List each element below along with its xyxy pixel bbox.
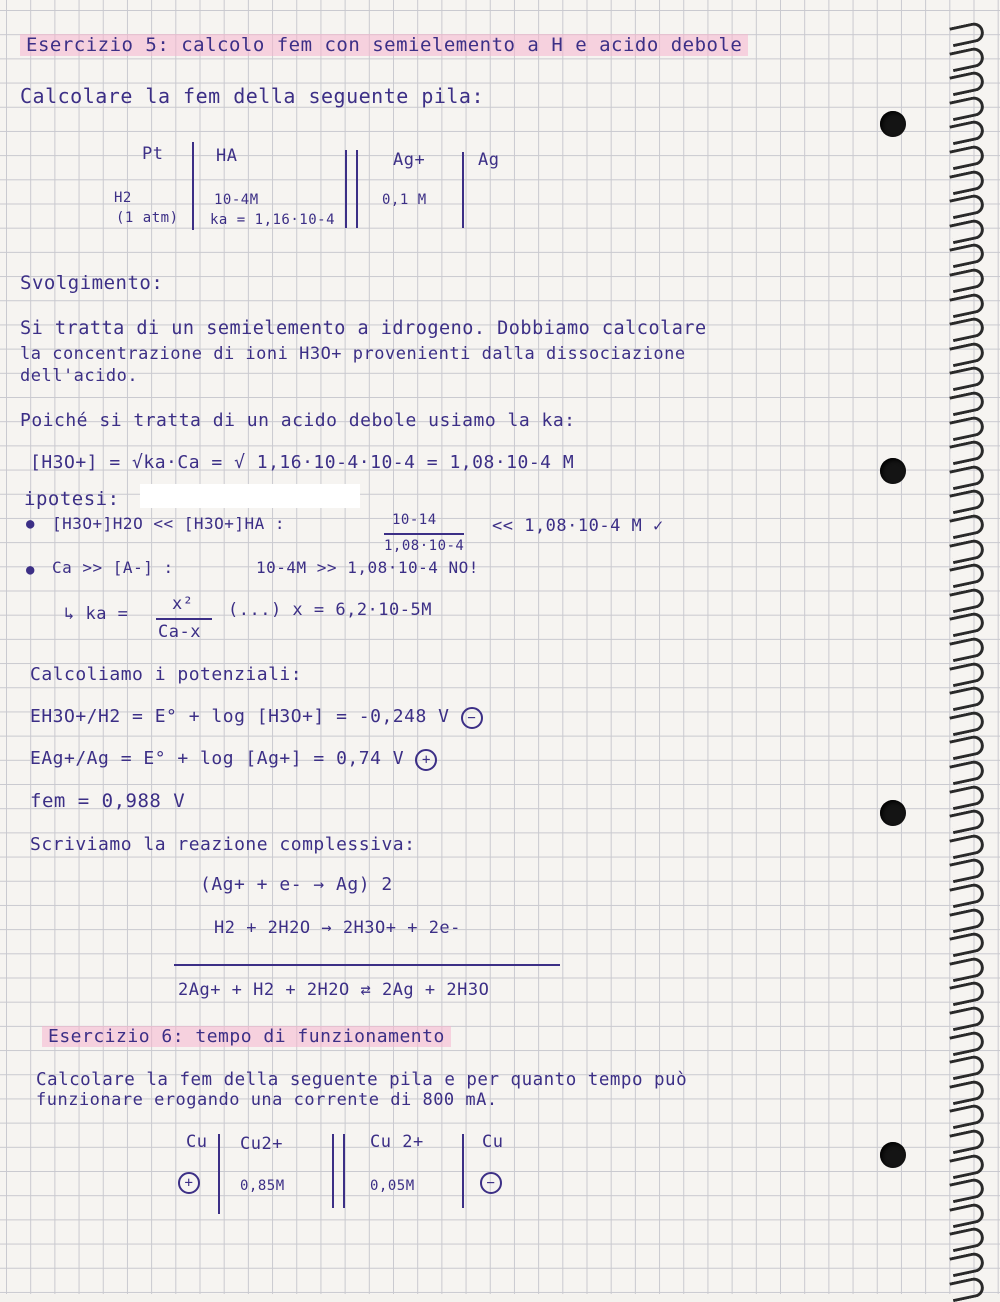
exercise-5-prompt: Calcolare la fem della seguente pila: <box>20 84 485 108</box>
hypothesis-1-numerator: 10-14 <box>392 512 437 528</box>
spiral-binding <box>950 0 994 1294</box>
hypothesis-1-result: << 1,08·10-4 M ✓ <box>492 516 664 536</box>
spiral-ring <box>949 513 985 539</box>
spiral-ring <box>949 587 985 613</box>
fraction-bar <box>156 618 212 620</box>
spiral-ring <box>949 956 985 982</box>
spiral-ring <box>949 759 985 785</box>
spiral-ring <box>949 710 985 736</box>
cell-left-pressure: (1 atm) <box>116 210 179 226</box>
half-reaction-1: (Ag+ + e- → Ag) 2 <box>200 874 393 895</box>
hypothesis-2-denominator: Ca-x <box>158 622 201 642</box>
spiral-ring <box>949 168 985 194</box>
spiral-ring <box>949 537 985 563</box>
spiral-ring <box>949 365 985 391</box>
spiral-ring <box>949 857 985 883</box>
cell-separator <box>192 142 194 230</box>
cell-left-sign <box>178 1172 200 1194</box>
potential-1-text: EH3O+/H2 = E° + log [H3O+] = -0,248 V <box>30 706 450 727</box>
svolgimento-label: Svolgimento: <box>20 272 164 294</box>
spiral-ring <box>949 1152 985 1178</box>
fraction-bar <box>384 533 464 535</box>
cell-separator <box>462 1134 464 1208</box>
cell-right-conc: 0,05M <box>370 1178 415 1194</box>
spiral-ring <box>949 808 985 834</box>
spiral-ring <box>949 439 985 465</box>
potential-2 <box>30 748 437 771</box>
spiral-ring <box>949 341 985 367</box>
spiral-ring <box>949 882 985 908</box>
potential-2-text: EAg+/Ag = E° + log [Ag+] = 0,74 V <box>30 748 405 769</box>
spiral-ring <box>949 1128 985 1154</box>
potential-1 <box>30 706 483 729</box>
spiral-ring <box>949 1054 985 1080</box>
cell-left-species: HA <box>216 146 238 166</box>
equation: [H3O+] = √ka·Ca = √ 1,16·10-4·10-4 = 1,08·10-4 M <box>30 452 575 473</box>
spiral-ring <box>949 414 985 440</box>
spiral-ring <box>949 267 985 293</box>
fem-value: fem = 0,988 V <box>30 790 186 812</box>
spiral-ring <box>949 1005 985 1031</box>
cell-left-electrode: Cu <box>186 1132 208 1152</box>
cell-right-species: Ag+ <box>393 150 426 170</box>
spiral-ring <box>949 660 985 686</box>
spiral-ring <box>949 144 985 170</box>
reaction-label: Scriviamo la reazione complessiva: <box>30 834 416 855</box>
whiteout <box>140 484 360 508</box>
sum-line <box>174 964 560 966</box>
exercise-6-title: Esercizio 6: tempo di funzionamento <box>42 1026 451 1047</box>
exercise-5-title: Esercizio 5: calcolo fem con semielemento a H e acido debole <box>20 34 748 56</box>
text-line: funzionare erogando una corrente di 800 mA. <box>36 1090 498 1110</box>
spiral-ring <box>949 734 985 760</box>
cell-separator <box>218 1134 220 1214</box>
salt-bridge <box>356 150 358 228</box>
spiral-ring <box>949 931 985 957</box>
text-line: dell'acido. <box>20 366 139 386</box>
salt-bridge <box>343 1134 345 1208</box>
spiral-ring <box>949 833 985 859</box>
minus-sign-icon: − <box>461 707 483 729</box>
cell-left-species: Cu2+ <box>240 1134 283 1154</box>
spiral-ring <box>949 21 985 47</box>
spiral-ring <box>949 783 985 809</box>
spiral-ring <box>949 488 985 514</box>
overall-reaction: 2Ag+ + H2 + 2H2O ⇄ 2Ag + 2H3O <box>178 980 490 1000</box>
spiral-ring <box>949 980 985 1006</box>
hypothesis-2-numerator: x² <box>172 594 194 614</box>
hypothesis-2: Ca >> [A-] : <box>52 558 174 577</box>
bullet-icon: ● <box>26 562 35 578</box>
spiral-ring <box>949 218 985 244</box>
spiral-ring <box>949 1177 985 1203</box>
punch-hole <box>880 800 906 826</box>
text-line: Calcolare la fem della seguente pila e per quanto tempo può <box>36 1070 688 1090</box>
minus-sign-icon: − <box>480 1172 502 1194</box>
spiral-ring <box>949 1079 985 1105</box>
spiral-ring <box>949 1029 985 1055</box>
spiral-ring <box>949 45 985 71</box>
cell-separator <box>462 152 464 228</box>
cell-right-sign <box>480 1172 502 1194</box>
cell-right-electrode: Cu <box>482 1132 504 1152</box>
hypothesis-1-denominator: 1,08·10-4 <box>384 538 465 554</box>
plus-sign-icon: + <box>178 1172 200 1194</box>
cell-left-conc: 0,85M <box>240 1178 285 1194</box>
hypothesis-2-ka: ↳ ka = <box>64 604 129 624</box>
spiral-ring <box>949 242 985 268</box>
punch-hole <box>880 458 906 484</box>
spiral-ring <box>949 636 985 662</box>
punch-hole <box>880 1142 906 1168</box>
spiral-ring <box>949 685 985 711</box>
spiral-ring <box>949 1103 985 1129</box>
half-reaction-2: H2 + 2H2O → 2H3O+ + 2e- <box>214 918 461 938</box>
salt-bridge <box>345 150 347 228</box>
cell-right-conc: 0,1 M <box>382 192 427 208</box>
bullet-icon: ● <box>26 516 35 532</box>
spiral-ring <box>949 316 985 342</box>
spiral-ring <box>949 1251 985 1277</box>
spiral-ring <box>949 70 985 96</box>
plus-sign-icon: + <box>415 749 437 771</box>
cell-left-conc: 10-4M <box>214 192 259 208</box>
spiral-ring <box>949 1275 985 1301</box>
cell-right-electrode: Ag <box>478 150 500 170</box>
spiral-ring <box>949 562 985 588</box>
text-line: Poiché si tratta di un acido debole usiamo la ka: <box>20 410 576 431</box>
hypothesis-2-solution: (...) x = 6,2·10-5M <box>228 600 432 620</box>
spiral-ring <box>949 291 985 317</box>
text-line: Si tratta di un semielemento a idrogeno. Dobbiamo calcolare <box>20 318 707 339</box>
spiral-ring <box>949 390 985 416</box>
hypothesis-1: [H3O+]H2O << [H3O+]HA : <box>52 514 286 533</box>
cell-left-gas: H2 <box>114 190 132 206</box>
cell-right-species: Cu 2+ <box>370 1132 424 1152</box>
punch-hole <box>880 111 906 137</box>
ipotesi-label: ipotesi: <box>24 488 120 510</box>
spiral-ring <box>949 95 985 121</box>
spiral-ring <box>949 1202 985 1228</box>
hypothesis-2-result: 10-4M >> 1,08·10-4 NO! <box>256 558 479 577</box>
spiral-ring <box>949 1226 985 1252</box>
text-line: la concentrazione di ioni H3O+ provenienti dalla dissociazione <box>20 344 686 364</box>
salt-bridge <box>332 1134 334 1208</box>
potentials-label: Calcoliamo i potenziali: <box>30 664 303 685</box>
spiral-ring <box>949 464 985 490</box>
spiral-ring <box>949 119 985 145</box>
spiral-ring <box>949 193 985 219</box>
spiral-ring <box>949 906 985 932</box>
cell-left-electrode: Pt <box>142 144 164 164</box>
spiral-ring <box>949 611 985 637</box>
cell-left-ka: ka = 1,16·10-4 <box>210 212 336 228</box>
